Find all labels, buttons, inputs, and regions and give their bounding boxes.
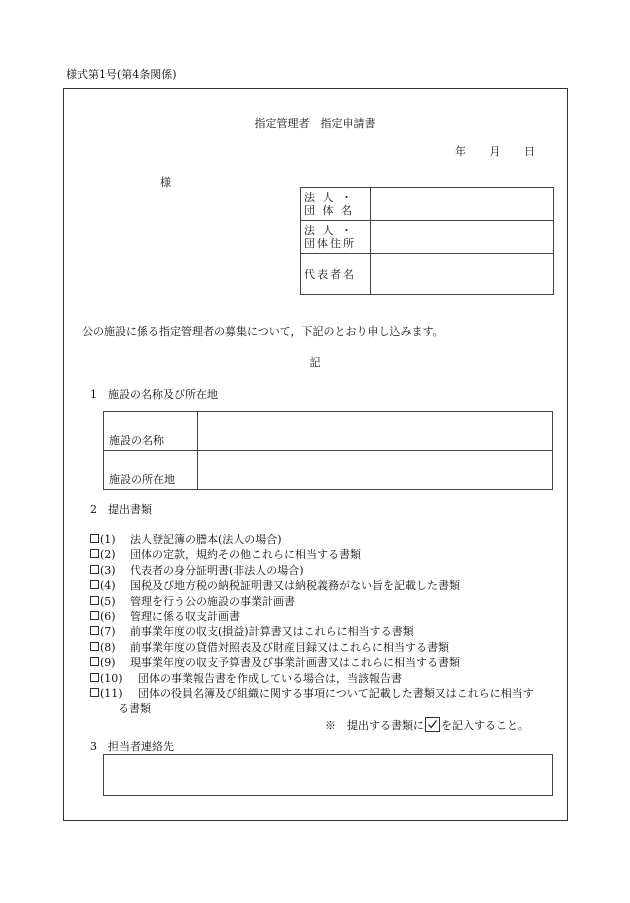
applicant-address-label: 法 人 ・ 団体住所 [301, 221, 371, 254]
checkbox[interactable] [90, 534, 99, 543]
ki-heading: 記 [309, 356, 321, 369]
applicant-name-field[interactable] [371, 188, 554, 221]
note-prefix: ※ 提出する書類に [325, 719, 424, 732]
list-item [90, 655, 568, 670]
checkbox[interactable] [90, 596, 99, 605]
item-text: 管理に係る収支計画書 [130, 610, 240, 624]
section1-heading: 1 施設の名称及び所在地 [90, 388, 218, 401]
facility-table [103, 411, 553, 490]
item-text: 団体の定款，規約その他これらに相当する書類 [130, 548, 361, 562]
checkbox[interactable] [90, 642, 99, 651]
checkbox[interactable] [90, 580, 99, 589]
list-item [90, 640, 568, 655]
item-number: (7) [100, 625, 116, 639]
list-item [90, 671, 568, 686]
item-number: (2) [100, 548, 116, 562]
facility-name-field[interactable] [198, 412, 553, 451]
list-item [90, 547, 568, 562]
checkbox[interactable] [90, 611, 99, 620]
note-suffix: を記入すること。 [441, 719, 529, 732]
item-text: 国税及び地方税の納税証明書又は納税義務がない旨を記載した書類 [130, 579, 460, 593]
list-item [90, 578, 568, 593]
list-item [90, 609, 568, 624]
item-text: 現事業年度の収支予算書及び事業計画書又はこれらに相当する書類 [130, 656, 460, 670]
item-text: 前事業年度の貸借対照表及び財産目録又はこれらに相当する書類 [130, 640, 449, 654]
intro-text: 公の施設に係る指定管理者の募集について，下記のとおり申し込みます。 [82, 325, 444, 338]
item-text: 代表者の身分証明書(非法人の場合) [130, 563, 304, 577]
item-number: (5) [100, 594, 116, 608]
item-number: (6) [100, 610, 116, 624]
item-number: (4) [100, 579, 116, 593]
document-checklist [90, 532, 568, 717]
facility-location-field[interactable] [198, 451, 553, 490]
item-continuation: る書類 [118, 702, 151, 716]
list-item [90, 624, 568, 639]
checkbox[interactable] [90, 626, 99, 635]
checkbox[interactable] [90, 688, 99, 697]
document-title: 指定管理者 指定申請書 [254, 117, 376, 130]
item-number: (8) [100, 640, 116, 654]
applicant-address-field[interactable] [371, 221, 554, 254]
check-mark-icon [425, 717, 440, 732]
addressee-suffix: 様 [160, 176, 171, 189]
date-year: 年 [455, 145, 466, 158]
item-number: (11) [100, 687, 123, 701]
item-number: (1) [100, 533, 116, 546]
item-text: 管理を行う公の施設の事業計画書 [130, 594, 295, 608]
applicant-table [300, 187, 554, 295]
item-text: 法人登記簿の謄本(法人の場合) [130, 533, 282, 546]
list-item [90, 563, 568, 578]
item-number: (9) [100, 656, 116, 670]
item-number: (3) [100, 563, 116, 577]
item-text: 団体の事業報告書を作成している場合は，当該報告書 [138, 671, 402, 685]
list-item [90, 686, 568, 701]
checkbox[interactable] [90, 549, 99, 558]
representative-label: 代表者名 [301, 254, 371, 295]
date-line [455, 143, 535, 159]
representative-field[interactable] [371, 254, 554, 295]
form-number: 様式第1号(第4条関係) [66, 68, 177, 81]
date-day: 日 [524, 145, 535, 158]
facility-location-label: 施設の所在地 [104, 451, 198, 490]
list-item [90, 594, 568, 609]
applicant-name-label: 法 人 ・ 団 体 名 [301, 188, 371, 221]
list-item [90, 532, 568, 547]
checkbox[interactable] [90, 657, 99, 666]
item-text: 前事業年度の収支(損益)計算書又はこれらに相当する書類 [130, 625, 414, 639]
section3-heading: 3 担当者連絡先 [90, 740, 174, 753]
submission-note [325, 717, 529, 733]
checkbox[interactable] [90, 673, 99, 682]
checkbox[interactable] [90, 565, 99, 574]
date-month: 月 [489, 145, 501, 158]
item-number: (10) [100, 671, 123, 685]
item-text: 団体の役員名簿及び組織に関する事項について記載した書類又はこれらに相当す [138, 687, 534, 701]
facility-name-label: 施設の名称 [104, 412, 198, 451]
contact-field[interactable] [103, 754, 553, 796]
section2-heading: 2 提出書類 [90, 503, 152, 516]
